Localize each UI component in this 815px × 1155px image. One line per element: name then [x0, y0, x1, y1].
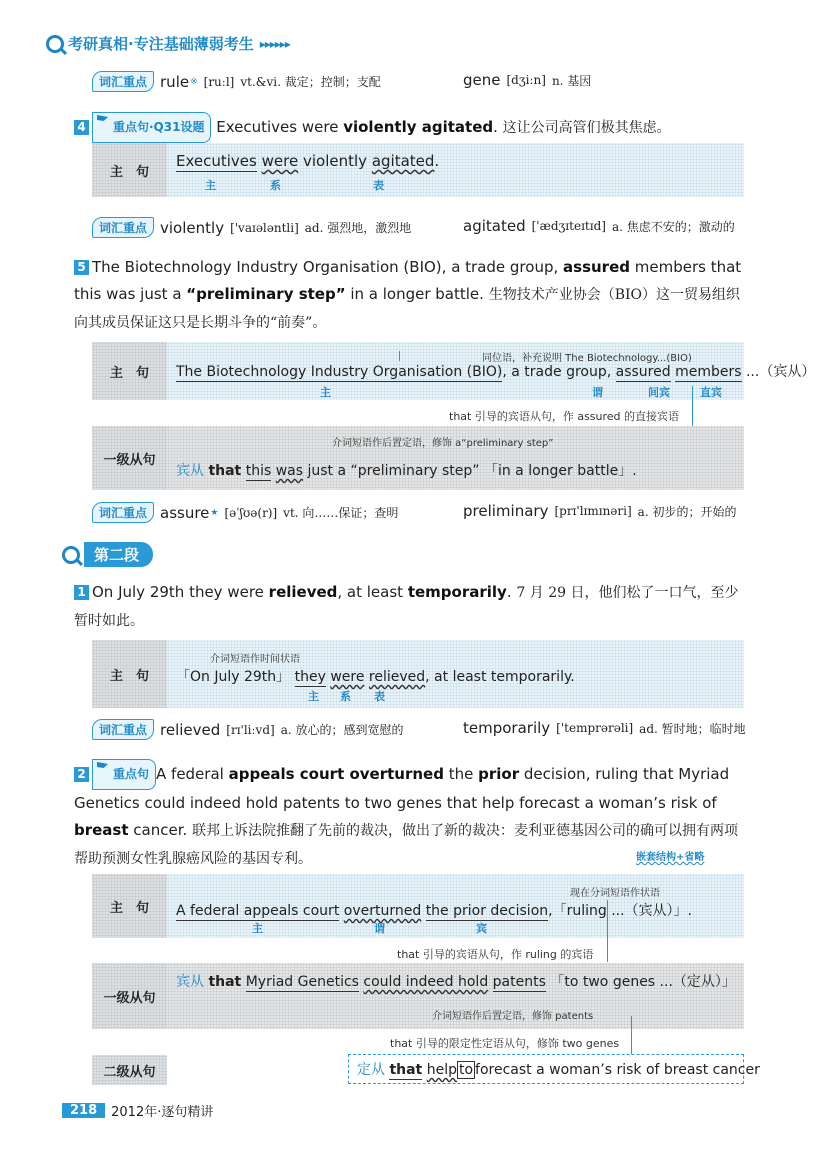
sentence-text: The Biotechnology Industry Organisation (BIO), a trade group,	[92, 258, 564, 276]
definition: ad. 强烈地，激烈地	[304, 221, 412, 235]
clause-note: that 引导的宾语从句，作 ruling 的宾语	[397, 948, 594, 961]
phonetic: [əˈʃʊə(r)]	[224, 505, 278, 520]
modifier: 「to two genes ...（定从）」	[550, 974, 736, 990]
clause-tag: 宾从	[176, 463, 204, 479]
clause-note: that 引导的宾语从句，作 assured 的直接宾语	[449, 410, 680, 423]
predicate: were	[330, 669, 365, 685]
omitted-to: to	[458, 1062, 474, 1078]
arrow-line	[607, 900, 608, 962]
section-title: 第二段	[84, 542, 153, 567]
sub-clause-label: 一级从句	[92, 963, 167, 1029]
analysis-sentence	[176, 460, 637, 480]
phonetic: [prɪ'lɪmɪnəri]	[554, 504, 632, 518]
role-predicate: 谓	[592, 386, 603, 399]
main-clause-label: 主 句	[92, 874, 167, 938]
role-link: 系	[270, 179, 281, 192]
object: forecast a woman’s risk of breast cancer	[475, 1062, 760, 1078]
subject: Executives	[176, 152, 257, 170]
sentence-bold: appeals court overturned	[228, 765, 444, 783]
sentence-number: 1	[74, 585, 89, 600]
connective: that	[389, 1062, 423, 1078]
vocab-word: rule	[160, 72, 190, 91]
phonetic: [dʒiːn]	[506, 73, 546, 87]
vocab-tag: 词汇重点	[92, 217, 154, 238]
sentence-bold: breast	[74, 821, 129, 839]
arrow-line	[631, 1016, 632, 1056]
complement: relieved	[368, 669, 426, 685]
predicate: were	[261, 152, 299, 170]
analysis-box-2-1	[92, 640, 744, 708]
connective: that	[208, 974, 242, 990]
object: the prior decision	[425, 903, 549, 919]
indirect-object: members	[675, 364, 742, 380]
search-section-icon	[62, 546, 80, 564]
sentence-text: A federal	[156, 765, 229, 783]
sentence-text: .	[493, 118, 498, 136]
vocab-tag: 词汇重点	[92, 71, 154, 92]
vocab-row	[92, 502, 398, 523]
search-logo-icon	[46, 35, 64, 53]
arrow-line	[692, 386, 693, 426]
modifier: 「in a longer battle」.	[483, 463, 637, 479]
role-predicate: 谓	[374, 922, 385, 935]
sentence-bold: relieved	[268, 583, 338, 601]
sentence-number: 5	[74, 260, 89, 275]
key-sentence-flag: 重点句·Q31设题	[92, 112, 211, 143]
analysis-sentence	[176, 666, 575, 686]
translation: 这让公司高管们极其焦虑。	[502, 120, 671, 136]
predicate: could indeed hold	[363, 974, 489, 990]
phonetic: [rɪ'liːvd]	[226, 722, 275, 737]
sentence-bold: violently agitated	[343, 118, 494, 136]
analysis-box-5-sub	[92, 426, 744, 490]
analysis-box-2-2-sub1	[92, 963, 744, 1029]
vocab-row	[92, 217, 411, 238]
vocab-word: temporarily	[463, 719, 551, 737]
analysis-sentence	[176, 361, 815, 381]
analysis-box-4	[92, 143, 744, 197]
analysis-sentence	[176, 971, 736, 991]
definition: n. 基因	[551, 73, 592, 88]
clause-note: that 引导的限定性定语从句，修饰 two genes	[390, 1037, 620, 1050]
header-arrows-icon: ▸▸▸▸▸▸	[259, 36, 290, 51]
sub-clause-label: 一级从句	[92, 426, 167, 490]
sentence-bold: prior	[478, 765, 520, 783]
sentence-4	[74, 112, 754, 143]
page-footer	[62, 1101, 213, 1120]
adverbial-note: 介词短语作时间状语	[210, 654, 300, 665]
definition: a. 初步的；开始的	[637, 504, 737, 519]
vocab-word: gene	[463, 71, 501, 89]
sentence-text: Executives were	[216, 118, 344, 136]
vocab-row	[463, 217, 735, 235]
vocab-tag: 词汇重点	[92, 719, 154, 740]
definition: a. 放心的；感到宽慰的	[280, 723, 404, 737]
subject: they	[294, 669, 326, 685]
vocab-word: assure	[160, 503, 210, 522]
appositive: , a trade group,	[502, 364, 616, 380]
sentence-bold: assured	[563, 258, 630, 276]
sentence-text: cancer.	[128, 821, 188, 839]
predicate: was	[275, 463, 304, 479]
clause-tag: 宾从	[176, 974, 204, 990]
main-clause-label: 主 句	[92, 342, 167, 400]
sentence-text: decision, ruling that Myriad Genetics could indeed hold patents to two genes that help forecast a woman’s risk of	[74, 765, 730, 812]
adverbial-note: 现在分词短语作状语	[570, 888, 660, 899]
sentence-number: 4	[74, 120, 89, 135]
vocab-row	[463, 71, 591, 89]
adverbial: ,「ruling ...（宾从）」.	[548, 903, 693, 919]
subject: A federal appeals court	[176, 903, 340, 919]
page-header	[46, 33, 290, 54]
complement: just a “preliminary step”	[307, 463, 480, 479]
page-number: 218	[62, 1103, 105, 1118]
predicate: assured	[615, 364, 671, 380]
footer-title: 2012年·逐句精讲	[111, 1105, 214, 1120]
definition: ad. 暂时地；临时地	[639, 721, 746, 736]
vocab-row	[92, 719, 404, 740]
main-clause-label: 主 句	[92, 143, 167, 197]
sentence-text: , at least	[337, 583, 408, 601]
modifier-note: 介词短语作后置定语，修饰 a“preliminary step”	[332, 438, 554, 449]
role-subject: 主	[252, 922, 263, 935]
sentence-5	[74, 254, 750, 337]
translation: 生物技术产业协会（BIO）这一贸易组织向其成员保证这只是长期斗争的“前奏”。	[74, 287, 741, 331]
analysis-sentence	[176, 900, 692, 920]
clause-tag: 定从	[357, 1062, 385, 1078]
sentence-text: .	[506, 583, 512, 601]
role-direct-object: 直宾	[700, 386, 722, 399]
subject: The Biotechnology Industry Organisation (BIO)	[176, 364, 503, 380]
period: .	[434, 152, 440, 170]
structure-badge: 嵌套结构+省略	[636, 852, 705, 863]
definition: a. 焦虑不安的；激动的	[611, 219, 735, 234]
role-object: 宾	[476, 922, 487, 935]
role-subject: 主	[205, 179, 216, 192]
connective: that	[208, 463, 242, 479]
sentence-text: in a longer battle.	[345, 285, 484, 303]
phonetic: ['temprərəli]	[556, 721, 634, 735]
section-header	[62, 542, 153, 567]
phonetic: ['ædʒɪteɪtɪd]	[531, 219, 606, 233]
analysis-box-2-2-main	[92, 874, 744, 938]
predicate: overturned	[343, 903, 422, 919]
role-subject: 主	[308, 690, 319, 703]
header-title: 考研真相·专注基础薄弱考生	[68, 35, 254, 53]
sentence-text: members that this was just a	[74, 258, 742, 303]
phonetic: ['vaɪələntli]	[230, 220, 299, 235]
arrow-line	[399, 351, 400, 361]
relative-clause-box	[348, 1054, 760, 1084]
modifier-note: 介词短语作后置定语，修饰 patents	[432, 1011, 594, 1022]
complement: agitated	[371, 152, 435, 170]
vocab-word: preliminary	[463, 502, 549, 520]
role-link: 系	[340, 690, 351, 703]
vocab-word: agitated	[463, 217, 526, 235]
analysis-sentence	[176, 152, 439, 170]
vocab-word: relieved	[160, 720, 221, 739]
star-icon: ★	[210, 507, 219, 518]
definition: vt. 向……保证；查明	[283, 506, 399, 520]
appositive-note: 同位语，补充说明 The Biotechnology...(BIO)	[482, 353, 692, 364]
role-complement: 表	[373, 179, 384, 192]
subject: this	[245, 463, 272, 479]
translation: 7 月 29 日，他们松了一口气，至少暂时如此。	[74, 585, 739, 629]
phonetic: [ruːl]	[203, 74, 235, 89]
role-indirect-object: 间宾	[648, 386, 670, 399]
sentence-2-1	[74, 579, 750, 635]
vocab-row	[463, 719, 746, 737]
sentence-bold: “preliminary step”	[186, 285, 346, 303]
definition: vt.&vi. 裁定；控制；支配	[240, 75, 381, 89]
vocab-tag: 词汇重点	[92, 502, 154, 523]
adverb: violently	[302, 152, 368, 170]
role-subject: 主	[320, 386, 331, 399]
sentence-bold: temporarily	[407, 583, 507, 601]
translation: 联邦上诉法院推翻了先前的裁决，做出了新的裁决：麦利亚德基因公司的确可以拥有两项帮助预测女性乳腺癌风险的基因专利。	[74, 823, 739, 867]
object-clause: ...（宾从）	[741, 364, 815, 380]
sub-clause-label-2: 二级从句	[92, 1055, 167, 1085]
vocab-row	[463, 502, 736, 520]
analysis-box-5-main	[92, 342, 815, 400]
predicate: help	[426, 1062, 457, 1078]
star-icon: ※	[190, 76, 198, 87]
main-clause-label: 主 句	[92, 640, 167, 708]
adverbial: 「On July 29th」	[176, 669, 291, 685]
vocab-row	[92, 71, 381, 92]
role-complement: 表	[374, 690, 385, 703]
sentence-number: 2	[74, 767, 89, 782]
vocab-word: violently	[160, 218, 225, 237]
key-sentence-flag: 重点句	[92, 759, 156, 790]
subject: Myriad Genetics	[245, 974, 359, 990]
sentence-text: the	[443, 765, 479, 783]
object: patents	[492, 974, 546, 990]
sentence-text: On July 29th they were	[92, 583, 269, 601]
rest: , at least temporarily.	[425, 669, 575, 685]
